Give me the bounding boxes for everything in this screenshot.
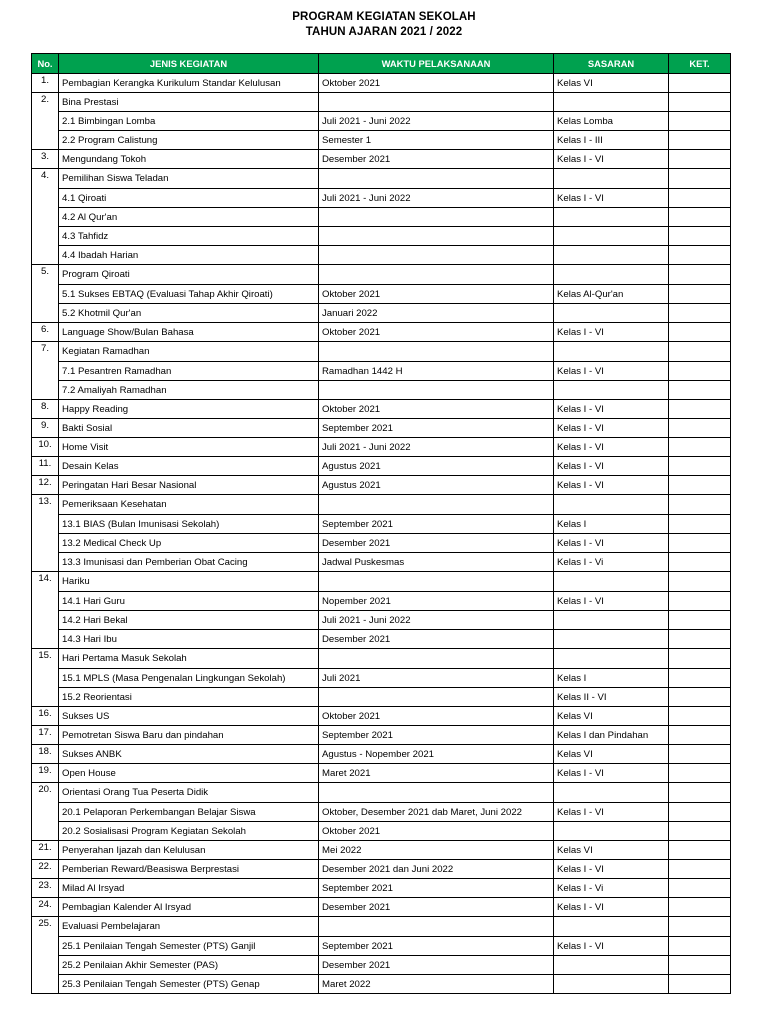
jenis-kegiatan-cell: 5.1 Sukses EBTAQ (Evaluasi Tahap Akhir Qiroati) [59, 285, 319, 304]
jenis-kegiatan-cell: 7.1 Pesantren Ramadhan [59, 362, 319, 381]
ket-cell [669, 611, 731, 630]
jenis-kegiatan-cell: Pembagian Kalender Al Irsyad [59, 898, 319, 917]
row-number: 1. [32, 74, 59, 93]
sasaran-cell: Kelas VI [554, 707, 669, 726]
row-number: 4. [32, 169, 59, 265]
waktu-cell: Agustus 2021 [319, 457, 554, 476]
sasaran-cell: Kelas Lomba [554, 112, 669, 131]
ket-cell [669, 265, 731, 285]
jenis-kegiatan-cell: 15.2 Reorientasi [59, 688, 319, 707]
jenis-kegiatan-cell: Open House [59, 764, 319, 783]
row-number: 15. [32, 649, 59, 707]
table-row [32, 457, 731, 476]
sasaran-cell: Kelas VI [554, 745, 669, 764]
row-number: 9. [32, 419, 59, 438]
ket-cell [669, 553, 731, 572]
table-row [32, 822, 731, 841]
table-row [32, 131, 731, 150]
sasaran-cell [554, 342, 669, 362]
sasaran-cell [554, 246, 669, 265]
ket-cell [669, 362, 731, 381]
row-number: 12. [32, 476, 59, 495]
waktu-cell [319, 93, 554, 112]
sasaran-cell: Kelas I - VI [554, 803, 669, 822]
sasaran-cell: Kelas I - VI [554, 534, 669, 553]
ket-cell [669, 150, 731, 169]
ket-cell [669, 419, 731, 438]
sasaran-cell [554, 381, 669, 400]
sasaran-cell [554, 495, 669, 515]
document-subtitle: TAHUN AJARAN 2021 / 2022 [305, 26, 463, 38]
ket-cell [669, 975, 731, 994]
jenis-kegiatan-cell: Language Show/Bulan Bahasa [59, 323, 319, 342]
ket-cell [669, 803, 731, 822]
sasaran-cell: Kelas I dan Pindahan [554, 726, 669, 745]
jenis-kegiatan-cell: 25.3 Penilaian Tengah Semester (PTS) Genap [59, 975, 319, 994]
jenis-kegiatan-cell: 4.3 Tahfidz [59, 227, 319, 246]
sasaran-cell: Kelas I - VI [554, 323, 669, 342]
sasaran-cell: Kelas I - Vi [554, 879, 669, 898]
waktu-cell: Oktober 2021 [319, 285, 554, 304]
table-row [32, 783, 731, 803]
waktu-cell [319, 265, 554, 285]
jenis-kegiatan-cell: 13.1 BIAS (Bulan Imunisasi Sekolah) [59, 515, 319, 534]
sasaran-cell: Kelas I - VI [554, 189, 669, 208]
table-header-row [32, 54, 731, 74]
ket-cell [669, 669, 731, 688]
table-row [32, 630, 731, 649]
waktu-cell [319, 495, 554, 515]
row-number: 16. [32, 707, 59, 726]
table-row [32, 860, 731, 879]
row-number: 19. [32, 764, 59, 783]
table-body [32, 74, 731, 994]
table-row [32, 956, 731, 975]
table-row [32, 534, 731, 553]
waktu-cell [319, 381, 554, 400]
sasaran-cell: Kelas I - VI [554, 592, 669, 611]
row-number: 21. [32, 841, 59, 860]
ket-cell [669, 956, 731, 975]
sasaran-cell [554, 93, 669, 112]
waktu-cell: Desember 2021 [319, 956, 554, 975]
sasaran-cell: Kelas I - VI [554, 898, 669, 917]
waktu-cell: Maret 2021 [319, 764, 554, 783]
ket-cell [669, 822, 731, 841]
waktu-cell: Desember 2021 dan Juni 2022 [319, 860, 554, 879]
ket-cell [669, 112, 731, 131]
table-row [32, 93, 731, 112]
header-no: No. [32, 54, 59, 74]
table-row [32, 342, 731, 362]
table-row [32, 879, 731, 898]
jenis-kegiatan-cell: 2.2 Program Calistung [59, 131, 319, 150]
jenis-kegiatan-cell: 4.4 Ibadah Harian [59, 246, 319, 265]
waktu-cell [319, 688, 554, 707]
row-number: 10. [32, 438, 59, 457]
row-number: 20. [32, 783, 59, 841]
waktu-cell: Desember 2021 [319, 150, 554, 169]
waktu-cell: Mei 2022 [319, 841, 554, 860]
waktu-cell: Januari 2022 [319, 304, 554, 323]
jenis-kegiatan-cell: 25.2 Penilaian Akhir Semester (PAS) [59, 956, 319, 975]
jenis-kegiatan-cell: Kegiatan Ramadhan [59, 342, 319, 362]
program-table [31, 53, 731, 994]
jenis-kegiatan-cell: Penyerahan Ijazah dan Kelulusan [59, 841, 319, 860]
jenis-kegiatan-cell: 13.2 Medical Check Up [59, 534, 319, 553]
table-row [32, 208, 731, 227]
table-row [32, 438, 731, 457]
jenis-kegiatan-cell: 4.1 Qiroati [59, 189, 319, 208]
sasaran-cell [554, 956, 669, 975]
jenis-kegiatan-cell: 20.1 Pelaporan Perkembangan Belajar Siswa [59, 803, 319, 822]
row-number: 25. [32, 917, 59, 994]
waktu-cell: Jadwal Puskesmas [319, 553, 554, 572]
ket-cell [669, 342, 731, 362]
waktu-cell: Juli 2021 - Juni 2022 [319, 438, 554, 457]
waktu-cell: September 2021 [319, 515, 554, 534]
waktu-cell: Juli 2021 [319, 669, 554, 688]
table-row [32, 764, 731, 783]
waktu-cell [319, 649, 554, 669]
row-number: 18. [32, 745, 59, 764]
ket-cell [669, 438, 731, 457]
ket-cell [669, 476, 731, 495]
table-row [32, 495, 731, 515]
ket-cell [669, 841, 731, 860]
sasaran-cell: Kelas Al-Qur'an [554, 285, 669, 304]
jenis-kegiatan-cell: 2.1 Bimbingan Lomba [59, 112, 319, 131]
row-number: 22. [32, 860, 59, 879]
header-ket: KET. [669, 54, 731, 74]
waktu-cell: September 2021 [319, 937, 554, 956]
jenis-kegiatan-cell: Bina Prestasi [59, 93, 319, 112]
ket-cell [669, 323, 731, 342]
table-row [32, 150, 731, 169]
ket-cell [669, 917, 731, 937]
jenis-kegiatan-cell: Evaluasi Pembelajaran [59, 917, 319, 937]
document-title: PROGRAM KEGIATAN SEKOLAH [292, 11, 476, 23]
ket-cell [669, 189, 731, 208]
waktu-cell: Juli 2021 - Juni 2022 [319, 112, 554, 131]
jenis-kegiatan-cell: Pemberian Reward/Beasiswa Berprestasi [59, 860, 319, 879]
waktu-cell: Oktober 2021 [319, 74, 554, 93]
sasaran-cell [554, 304, 669, 323]
table-row [32, 975, 731, 994]
row-number: 2. [32, 93, 59, 150]
ket-cell [669, 745, 731, 764]
ket-cell [669, 783, 731, 803]
ket-cell [669, 131, 731, 150]
ket-cell [669, 381, 731, 400]
table-row [32, 381, 731, 400]
ket-cell [669, 227, 731, 246]
jenis-kegiatan-cell: 15.1 MPLS (Masa Pengenalan Lingkungan Sekolah) [59, 669, 319, 688]
sasaran-cell [554, 572, 669, 592]
ket-cell [669, 649, 731, 669]
sasaran-cell: Kelas I - VI [554, 860, 669, 879]
waktu-cell [319, 208, 554, 227]
sasaran-cell: Kelas I - VI [554, 764, 669, 783]
sasaran-cell [554, 649, 669, 669]
waktu-cell: Juli 2021 - Juni 2022 [319, 611, 554, 630]
waktu-cell: Desember 2021 [319, 630, 554, 649]
table-row [32, 917, 731, 937]
row-number: 11. [32, 457, 59, 476]
ket-cell [669, 515, 731, 534]
table-row [32, 745, 731, 764]
ket-cell [669, 208, 731, 227]
sasaran-cell [554, 169, 669, 189]
row-number: 17. [32, 726, 59, 745]
jenis-kegiatan-cell: Desain Kelas [59, 457, 319, 476]
jenis-kegiatan-cell: 4.2 Al Qur'an [59, 208, 319, 227]
sasaran-cell [554, 783, 669, 803]
jenis-kegiatan-cell: Milad Al Irsyad [59, 879, 319, 898]
table-row [32, 841, 731, 860]
table-row [32, 400, 731, 419]
jenis-kegiatan-cell: Pemeriksaan Kesehatan [59, 495, 319, 515]
table-row [32, 688, 731, 707]
jenis-kegiatan-cell: Hariku [59, 572, 319, 592]
ket-cell [669, 572, 731, 592]
row-number: 23. [32, 879, 59, 898]
jenis-kegiatan-cell: Sukses ANBK [59, 745, 319, 764]
waktu-cell: September 2021 [319, 419, 554, 438]
ket-cell [669, 495, 731, 515]
sasaran-cell: Kelas I - VI [554, 150, 669, 169]
waktu-cell [319, 169, 554, 189]
ket-cell [669, 304, 731, 323]
table-row [32, 726, 731, 745]
row-number: 7. [32, 342, 59, 400]
waktu-cell: Oktober 2021 [319, 822, 554, 841]
sasaran-cell [554, 917, 669, 937]
waktu-cell: September 2021 [319, 879, 554, 898]
ket-cell [669, 898, 731, 917]
table-row [32, 611, 731, 630]
waktu-cell: Semester 1 [319, 131, 554, 150]
table-row [32, 669, 731, 688]
waktu-cell [319, 342, 554, 362]
ket-cell [669, 457, 731, 476]
waktu-cell [319, 227, 554, 246]
sasaran-cell: Kelas I - VI [554, 362, 669, 381]
row-number: 8. [32, 400, 59, 419]
waktu-cell: Oktober, Desember 2021 dab Maret, Juni 2022 [319, 803, 554, 822]
sasaran-cell: Kelas VI [554, 841, 669, 860]
row-number: 24. [32, 898, 59, 917]
waktu-cell: Ramadhan 1442 H [319, 362, 554, 381]
table-row [32, 803, 731, 822]
ket-cell [669, 707, 731, 726]
waktu-cell [319, 246, 554, 265]
table-row [32, 285, 731, 304]
table-row [32, 572, 731, 592]
table-row [32, 74, 731, 93]
jenis-kegiatan-cell: 20.2 Sosialisasi Program Kegiatan Sekolah [59, 822, 319, 841]
sasaran-cell: Kelas I - Vi [554, 553, 669, 572]
waktu-cell: Oktober 2021 [319, 323, 554, 342]
ket-cell [669, 285, 731, 304]
waktu-cell: Agustus - Nopember 2021 [319, 745, 554, 764]
jenis-kegiatan-cell: Happy Reading [59, 400, 319, 419]
sasaran-cell: Kelas I - III [554, 131, 669, 150]
table-row [32, 476, 731, 495]
sasaran-cell: Kelas I - VI [554, 438, 669, 457]
waktu-cell [319, 783, 554, 803]
table-row [32, 362, 731, 381]
ket-cell [669, 860, 731, 879]
waktu-cell: Oktober 2021 [319, 707, 554, 726]
ket-cell [669, 879, 731, 898]
jenis-kegiatan-cell: 5.2 Khotmil Qur'an [59, 304, 319, 323]
row-number: 5. [32, 265, 59, 323]
ket-cell [669, 246, 731, 265]
row-number: 14. [32, 572, 59, 649]
jenis-kegiatan-cell: 25.1 Penilaian Tengah Semester (PTS) Ganjil [59, 937, 319, 956]
waktu-cell: Juli 2021 - Juni 2022 [319, 189, 554, 208]
jenis-kegiatan-cell: Program Qiroati [59, 265, 319, 285]
jenis-kegiatan-cell: Bakti Sosial [59, 419, 319, 438]
table-row [32, 112, 731, 131]
waktu-cell: Oktober 2021 [319, 400, 554, 419]
sasaran-cell [554, 975, 669, 994]
waktu-cell: Desember 2021 [319, 898, 554, 917]
sasaran-cell: Kelas I - VI [554, 937, 669, 956]
table-row [32, 227, 731, 246]
header-sasaran: SASARAN [554, 54, 669, 74]
header-jenis-kegiatan: JENIS KEGIATAN [59, 54, 319, 74]
jenis-kegiatan-cell: 7.2 Amaliyah Ramadhan [59, 381, 319, 400]
sasaran-cell [554, 227, 669, 246]
sasaran-cell: Kelas VI [554, 74, 669, 93]
ket-cell [669, 726, 731, 745]
ket-cell [669, 534, 731, 553]
sasaran-cell: Kelas I - VI [554, 400, 669, 419]
table-row [32, 246, 731, 265]
sasaran-cell: Kelas I - VI [554, 419, 669, 438]
jenis-kegiatan-cell: Orientasi Orang Tua Peserta Didik [59, 783, 319, 803]
jenis-kegiatan-cell: Mengundang Tokoh [59, 150, 319, 169]
sasaran-cell [554, 630, 669, 649]
ket-cell [669, 169, 731, 189]
table-row [32, 419, 731, 438]
table-row [32, 937, 731, 956]
ket-cell [669, 688, 731, 707]
sasaran-cell: Kelas I - VI [554, 476, 669, 495]
table-row [32, 265, 731, 285]
sasaran-cell [554, 611, 669, 630]
table-row [32, 592, 731, 611]
jenis-kegiatan-cell: Pemotretan Siswa Baru dan pindahan [59, 726, 319, 745]
ket-cell [669, 937, 731, 956]
row-number: 13. [32, 495, 59, 572]
table-row [32, 169, 731, 189]
sasaran-cell [554, 822, 669, 841]
jenis-kegiatan-cell: Sukses US [59, 707, 319, 726]
ket-cell [669, 400, 731, 419]
row-number: 3. [32, 150, 59, 169]
table-row [32, 323, 731, 342]
waktu-cell: Nopember 2021 [319, 592, 554, 611]
sasaran-cell: Kelas I [554, 669, 669, 688]
ket-cell [669, 630, 731, 649]
ket-cell [669, 93, 731, 112]
waktu-cell: Agustus 2021 [319, 476, 554, 495]
table-row [32, 898, 731, 917]
jenis-kegiatan-cell: 13.3 Imunisasi dan Pemberian Obat Cacing [59, 553, 319, 572]
jenis-kegiatan-cell: Home Visit [59, 438, 319, 457]
row-number: 6. [32, 323, 59, 342]
table-row [32, 189, 731, 208]
waktu-cell [319, 572, 554, 592]
table-row [32, 553, 731, 572]
jenis-kegiatan-cell: 14.2 Hari Bekal [59, 611, 319, 630]
jenis-kegiatan-cell: 14.3 Hari Ibu [59, 630, 319, 649]
jenis-kegiatan-cell: Pemilihan Siswa Teladan [59, 169, 319, 189]
waktu-cell [319, 917, 554, 937]
ket-cell [669, 592, 731, 611]
table-row [32, 649, 731, 669]
sasaran-cell [554, 265, 669, 285]
table-row [32, 304, 731, 323]
jenis-kegiatan-cell: Peringatan Hari Besar Nasional [59, 476, 319, 495]
table-row [32, 515, 731, 534]
table-row [32, 707, 731, 726]
waktu-cell: Desember 2021 [319, 534, 554, 553]
waktu-cell: September 2021 [319, 726, 554, 745]
jenis-kegiatan-cell: Hari Pertama Masuk Sekolah [59, 649, 319, 669]
jenis-kegiatan-cell: 14.1 Hari Guru [59, 592, 319, 611]
sasaran-cell: Kelas I [554, 515, 669, 534]
jenis-kegiatan-cell: Pembagian Kerangka Kurikulum Standar Kelulusan [59, 74, 319, 93]
sasaran-cell: Kelas II - VI [554, 688, 669, 707]
ket-cell [669, 764, 731, 783]
ket-cell [669, 74, 731, 93]
header-waktu-pelaksanaan: WAKTU PELAKSANAAN [319, 54, 554, 74]
sasaran-cell [554, 208, 669, 227]
waktu-cell: Maret 2022 [319, 975, 554, 994]
sasaran-cell: Kelas I - VI [554, 457, 669, 476]
